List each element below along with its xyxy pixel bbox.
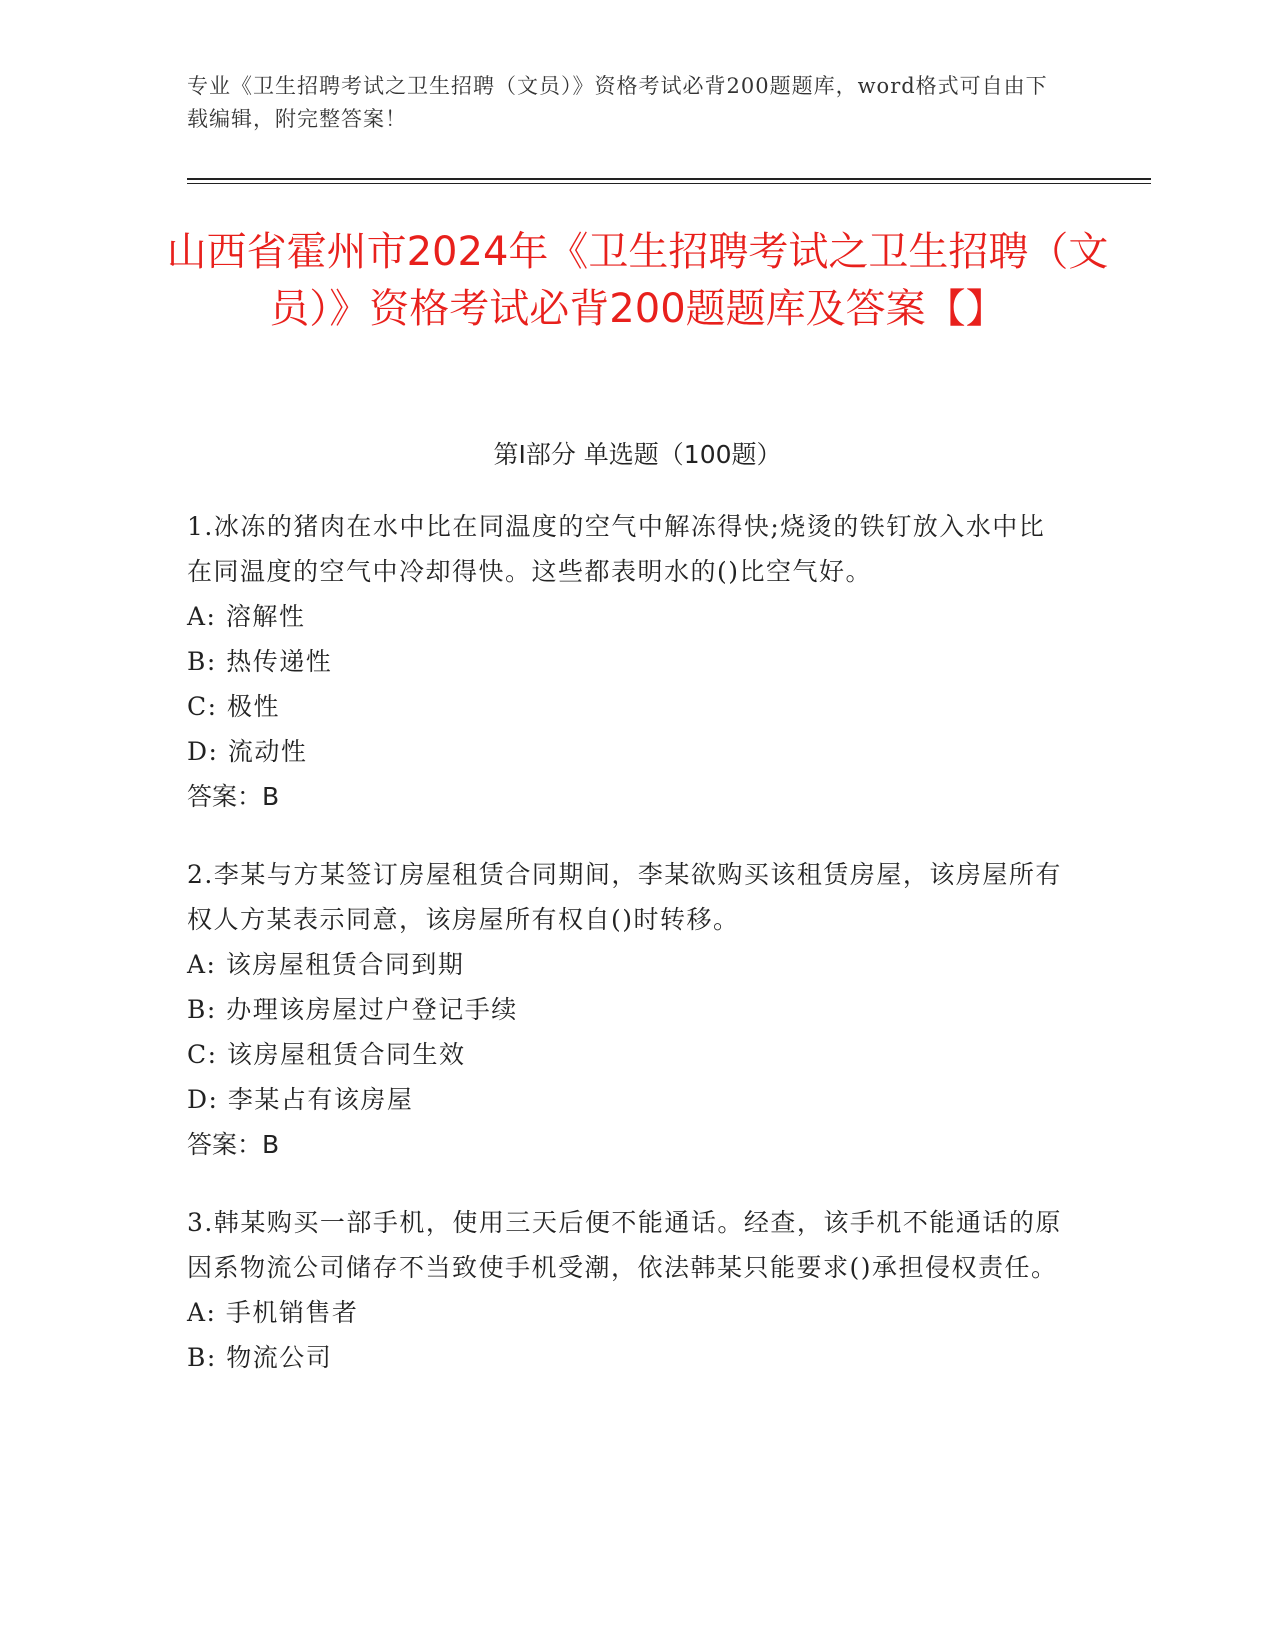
question-stem: 1.冰冻的猪肉在水中比在同温度的空气中解冻得快;烧烫的铁钉放入水中比在同温度的空气中冷却得快。这些都表明水的()比空气好。 bbox=[187, 512, 1046, 586]
option-c: C: 该房屋租赁合同生效 bbox=[187, 1040, 466, 1069]
section-title: 第I部分 单选题（100题） bbox=[493, 440, 782, 469]
option-d: D: 流动性 bbox=[187, 737, 308, 766]
option-c: C: 极性 bbox=[187, 692, 280, 721]
header-rule-thick bbox=[187, 178, 1151, 180]
question-1 bbox=[187, 504, 1067, 819]
answer: 答案：B bbox=[187, 782, 280, 811]
question-3 bbox=[187, 1200, 1067, 1380]
question-stem: 3.韩某购买一部手机，使用三天后便不能通话。经查，该手机不能通话的原因系物流公司储存不当致使手机受潮，依法韩某只能要求()承担侵权责任。 bbox=[187, 1208, 1062, 1282]
answer: 答案：B bbox=[187, 1130, 280, 1159]
option-a: A: 该房屋租赁合同到期 bbox=[187, 950, 465, 979]
document-title: 山西省霍州市2024年《卫生招聘考试之卫生招聘（文员）》资格考试必背200题题库及答案【】 bbox=[166, 229, 1109, 332]
option-a: A: 手机销售者 bbox=[187, 1298, 359, 1327]
option-a: A: 溶解性 bbox=[187, 602, 306, 631]
question-stem: 2.李某与方某签订房屋租赁合同期间，李某欲购买该租赁房屋，该房屋所有权人方某表示同意，该房屋所有权自()时转移。 bbox=[187, 860, 1062, 934]
option-b: B: 办理该房屋过户登记手续 bbox=[187, 995, 518, 1024]
header-note: 专业《卫生招聘考试之卫生招聘（文员）》资格考试必背200题题库，word格式可自由下载编辑，附完整答案！ bbox=[187, 74, 1048, 131]
option-b: B: 物流公司 bbox=[187, 1343, 333, 1372]
header-rule-thin bbox=[187, 183, 1151, 184]
question-2 bbox=[187, 852, 1067, 1167]
option-b: B: 热传递性 bbox=[187, 647, 333, 676]
option-d: D: 李某占有该房屋 bbox=[187, 1085, 414, 1114]
